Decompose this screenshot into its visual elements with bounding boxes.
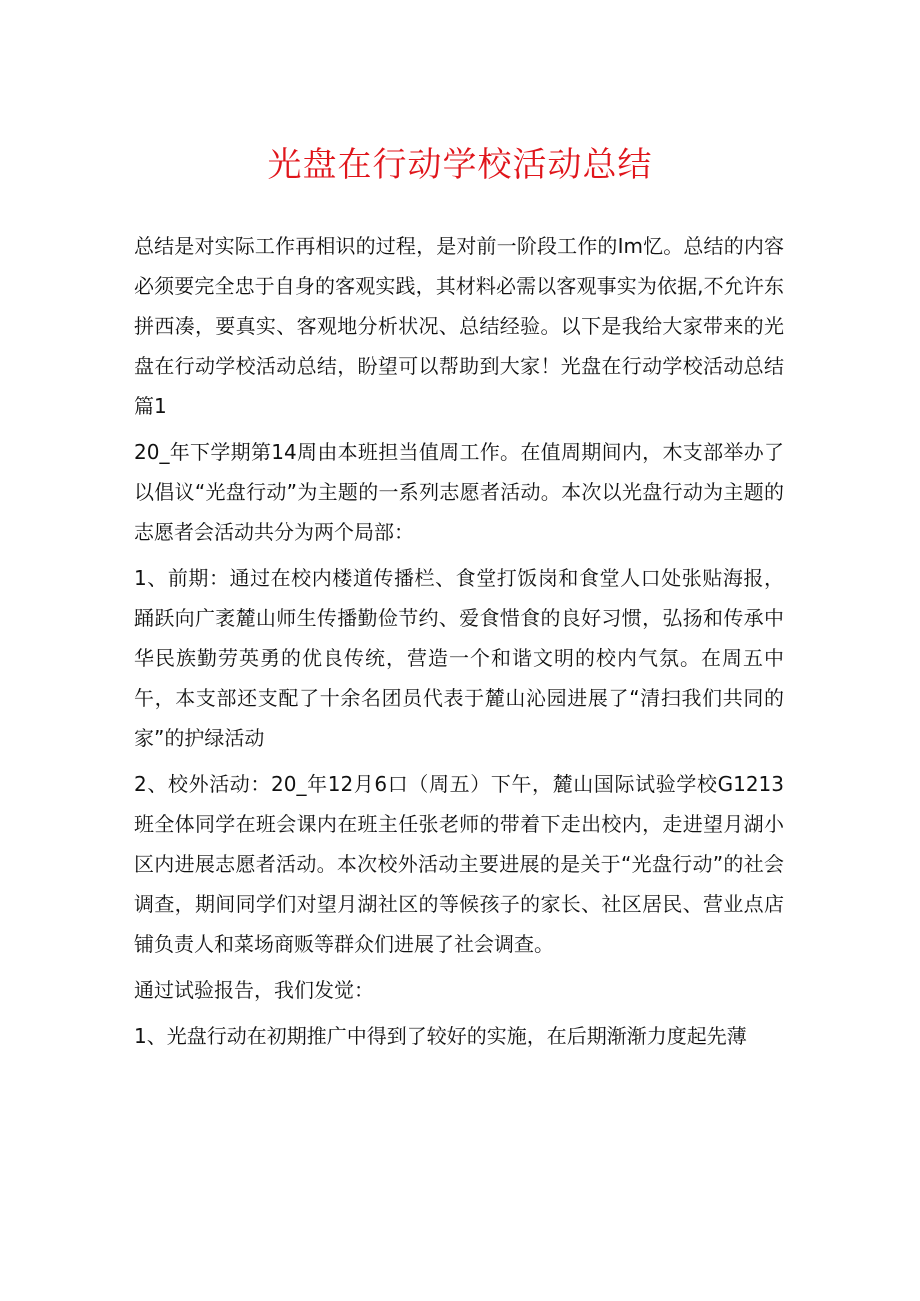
paragraph-phase-1: 1、前期：通过在校内楼道传播栏、食堂打饭岗和食堂人口处张贴海报，踊跃向广袤麓山师生传播勤俭节约、爱食惜食的良好习惯，弘扬和传承中华民族勤劳英勇的优良传统，营造一个和谐文明的校内气氛。在周五中午，本支部还支配了十余名团员代表于麓山沁园进展了“清扫我们共同的家”的护绿活动 [134, 566, 784, 750]
paragraph-week-duty: 20_年下学期第14周由本班担当值周工作。在值周期间内，木支部举办了以倡议“光盘行动”为主题的一系列志愿者活动。本次以光盘行动为主题的志愿者会活动共分为两个局部： [134, 440, 784, 544]
document-title: 光盘在行动学校活动总结 [267, 145, 653, 185]
paragraph-phase-2: 2、校外活动：20_年12月6口（周五）下午，麓山国际试验学校G1213班全体同学在班会课内在班主任张老师的带着下走出校内，走进望月湖小区内进展志愿者活动。本次校外活动主要进展的是关于“光盘行动”的社会调查，期间同学们对望月湖社区的等候孩子的家长、社区居民、营业点店铺负责人和菜场商贩等群众们进展了社会调查。 [134, 772, 784, 956]
document-body [134, 226, 784, 1056]
paragraph-finding-1: 1、光盘行动在初期推广中得到了较好的实施，在后期渐渐力度起先薄 [134, 1024, 747, 1048]
paragraph-intro: 总结是对实际工作再相识的过程，是对前一阶段工作的Im忆。总结的内容必须要完全忠于自身的客观实践，其材料必需以客观事实为依据,不允许东拼西凑，要真实、客观地分析状况、总结经验。以下是我给大家带来的光盘在行动学校活动总结，盼望可以帮助到大家！光盘在行动学校活动总结篇1 [134, 234, 784, 418]
paragraph-findings-intro: 通过试验报告，我们发觉： [134, 978, 374, 1002]
